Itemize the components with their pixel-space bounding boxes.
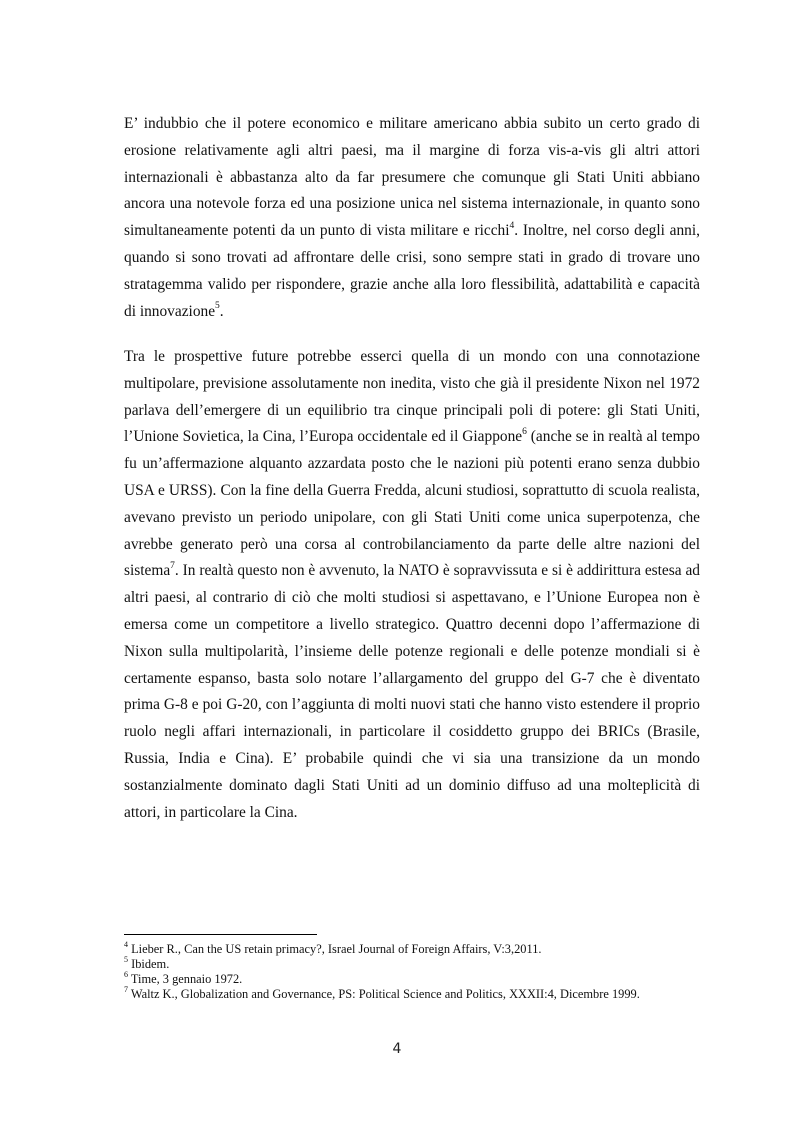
footnote-5: [124, 954, 724, 972]
para2-text-2: (anche se in realtà al tempo fu un’affermazione alquanto azzardata posto che le nazioni più potenti erano senza dubbio USA e URSS). Con la fine della Guerra Fredda, alcuni studiosi, soprattutto di scuola realista, avevano previsto un periodo unipolare, con gli Stati Uniti come unica superpotenza, che avrebbe generato però una corsa al controbilanciamento da parte delle altre nazioni del sistema: [124, 428, 700, 580]
body-paragraph-2: [124, 344, 700, 826]
footnote-ref-7[interactable]: 7: [170, 561, 175, 572]
footnote-text-6: Time, 3 gennaio 1972.: [128, 972, 243, 986]
para1-text-1: E’ indubbio che il potere economico e militare americano abbia subito un certo grado di erosione relativamente agli altri paesi, ma il margine di forza vis-a-vis gli altri attori internazionali è abbastanza alto da far presumere che comunque gli Stati Uniti abbiano ancora una notevole forza ed una posizione unica nel sistema internazionale, in quanto sono simultaneamente potenti da un punto di vista militare e ricchi: [124, 115, 700, 240]
para1-text-2: . Inoltre, nel corso degli anni, quando si sono trovati ad affrontare delle crisi, sono sempre stati in grado di trovare uno stratagemma valido per rispondere, grazie anche alla loro flessibilità, adattabilità e capacità di innovazione: [124, 222, 700, 320]
para2-text-3: . In realtà questo non è avvenuto, la NATO è sopravvissuta e si è addirittura estesa ad altri paesi, al contrario di ciò che molti studiosi si aspettavano, e l’Unione Europea non è emersa come un competitore a livello strategico. Quattro decenni dopo l’affermazione di Nixon sulla multipolarità, l’insieme delle potenze regionali e delle potenze mondiali si è certamente espanso, basta solo notare l’allargamento del gruppo del G-7 che è diventato prima G-8 e poi G-20, con l’aggiunta di molti nuovi stati che hanno visto estendere il proprio ruolo negli affari internazionali, in particolare il cosiddetto gruppo dei BRICs (Brasile, Russia, India e Cina). E’ probabile quindi che vi sia una transizione da un mondo sostanzialmente dominato dagli Stati Uniti ad un dominio diffuso ad una molteplicità di attori, in particolare la Cina.: [124, 562, 700, 821]
footnote-separator: [124, 934, 317, 935]
footnote-number-6: 6: [124, 969, 128, 979]
footnote-text-5: Ibidem.: [128, 957, 170, 971]
footnote-ref-5[interactable]: 5: [215, 301, 220, 312]
footnote-ref-6[interactable]: 6: [522, 427, 527, 438]
page-number: 4: [392, 1041, 402, 1057]
footnote-7: [124, 984, 724, 1002]
para1-text-3: .: [219, 302, 224, 320]
footnote-number-5: 5: [124, 954, 128, 964]
footnote-4: [124, 939, 724, 957]
para2-text-1: Tra le prospettive future potrebbe esserci quella di un mondo con una connotazione multipolare, previsione assolutamente non inedita, visto che già il presidente Nixon nel 1972 parlava dell’emergere di un equilibrio tra cinque principali poli di potere: gli Stati Uniti, l’Unione Sovietica, la Cina, l’Europa occidentale ed il Giappone: [124, 348, 700, 446]
footnote-6: [124, 969, 724, 987]
body-paragraph-1: [124, 111, 700, 325]
footnote-ref-4[interactable]: 4: [509, 221, 515, 232]
footnote-text-4: Lieber R., Can the US retain primacy?, Israel Journal of Foreign Affairs, V:3,2011.: [128, 942, 542, 956]
footnotes: [124, 939, 724, 1002]
footnote-number-4: 4: [124, 939, 128, 949]
footnote-number-7: 7: [124, 984, 128, 994]
footnote-text-7: Waltz K., Globalization and Governance, PS: Political Science and Politics, XXXII:4, Dicembre 1999.: [128, 987, 640, 1001]
